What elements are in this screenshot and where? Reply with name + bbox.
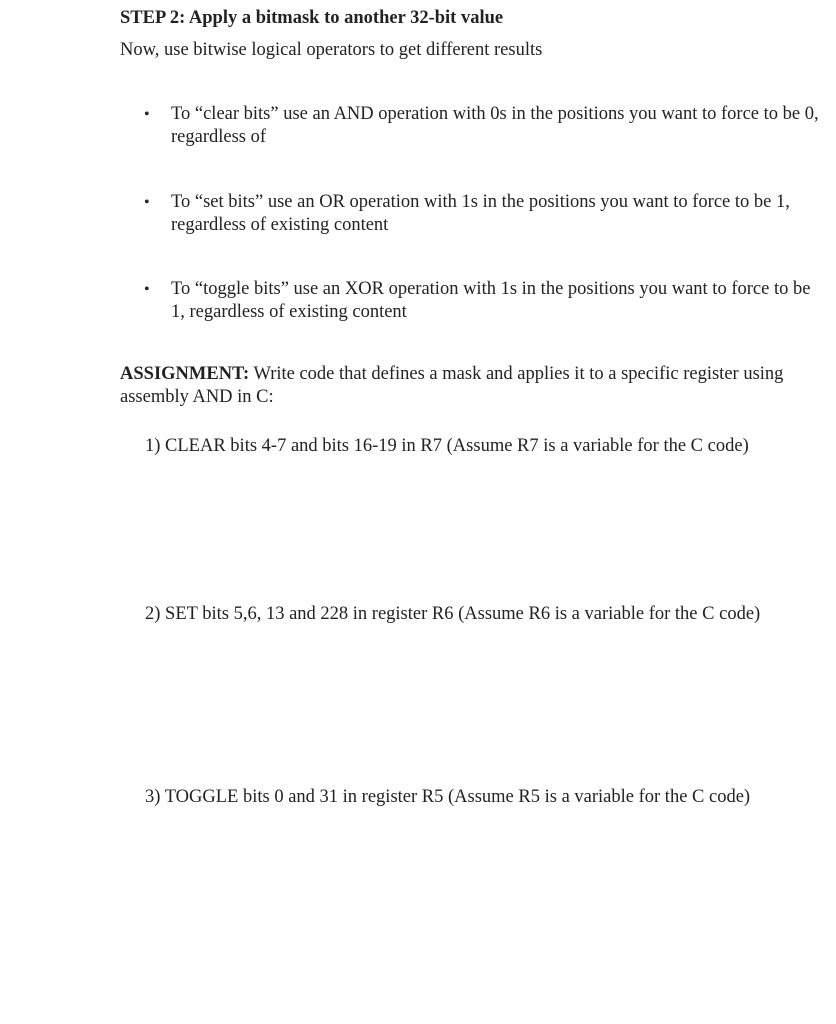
assignment-paragraph xyxy=(120,363,810,409)
task-clear: 1) CLEAR bits 4-7 and bits 16-19 in R7 (Assume R7 is a variable for the C code) xyxy=(145,436,749,456)
task-set: 2) SET bits 5,6, 13 and 228 in register R6 (Assume R6 is a variable for the C code) xyxy=(145,604,761,624)
bullet-item-toggle-bits xyxy=(144,278,824,324)
step-subtitle: Now, use bitwise logical operators to get different results xyxy=(120,40,543,60)
bullet-item-clear-bits xyxy=(144,103,824,149)
bullet-text: To “clear bits” use an AND operation with 0s in the positions you want to force to be 0, regardless of xyxy=(171,104,819,147)
assignment-text: Write code that defines a mask and applies it to a specific register using assembly AND in C: xyxy=(120,364,784,407)
assignment-label: ASSIGNMENT: xyxy=(120,364,250,384)
bullet-text: To “set bits” use an OR operation with 1s in the positions you want to force to be 1, regardless of existing content xyxy=(171,192,790,235)
bullet-item-set-bits xyxy=(144,191,824,237)
bullet-marker: • xyxy=(144,194,150,211)
bullet-text: To “toggle bits” use an XOR operation with 1s in the positions you want to force to be 1, regardless of existing content xyxy=(171,279,811,322)
bullet-marker: • xyxy=(144,106,150,123)
step-title: STEP 2: Apply a bitmask to another 32-bit value xyxy=(120,8,504,28)
bullet-marker: • xyxy=(144,281,150,298)
task-toggle: 3) TOGGLE bits 0 and 31 in register R5 (Assume R5 is a variable for the C code) xyxy=(145,787,751,807)
